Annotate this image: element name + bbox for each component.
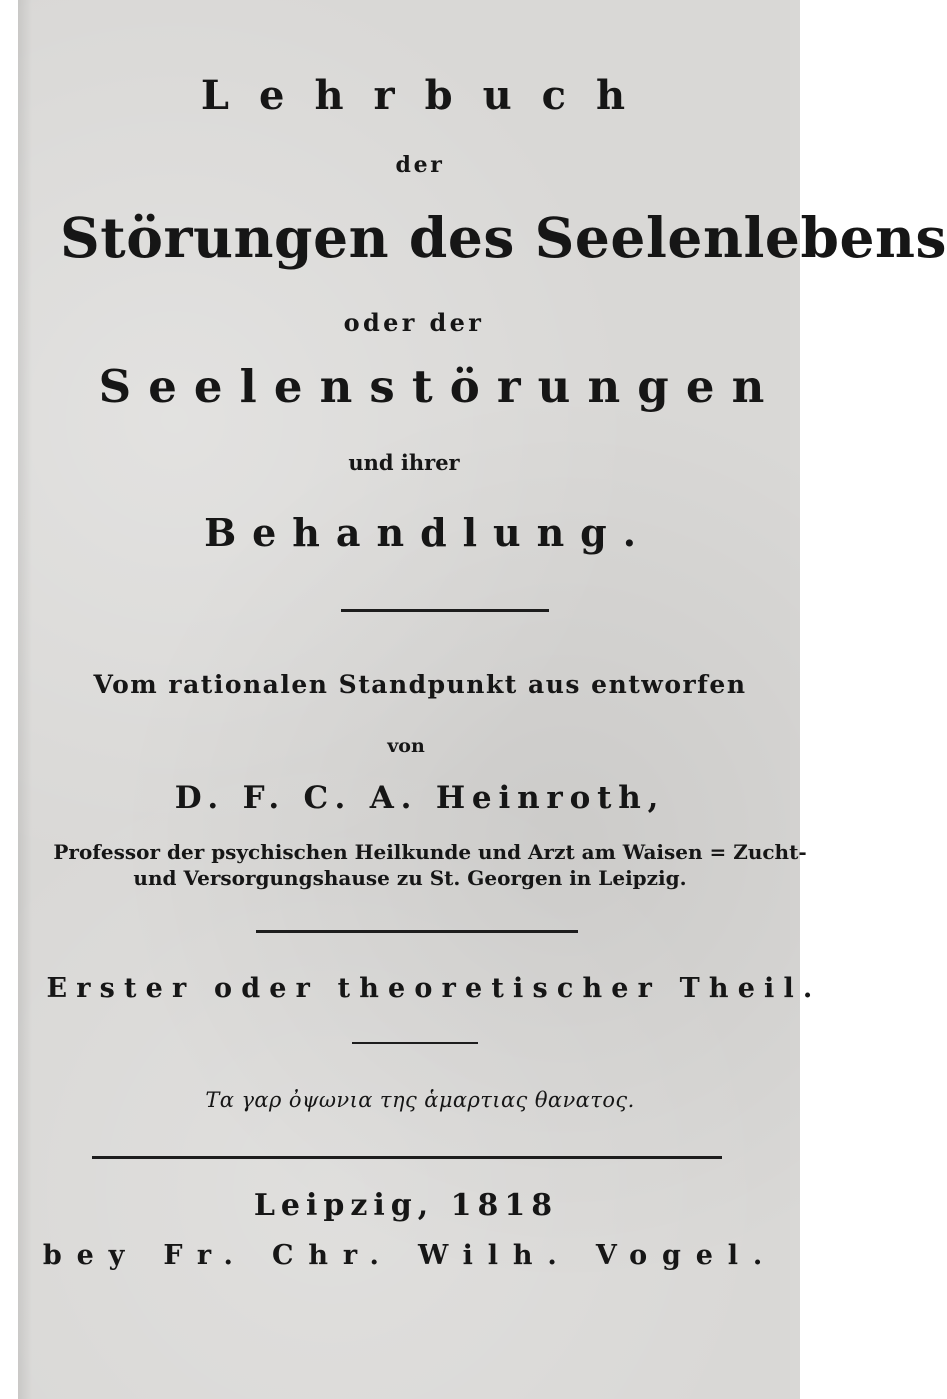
divider-rule <box>92 1156 722 1159</box>
von-line: von <box>387 735 425 757</box>
subtitle: Vom rationalen Standpunkt aus entworfen <box>93 670 747 699</box>
author-name: D. F. C. A. Heinroth, <box>174 780 666 816</box>
behandlung-title: Behandlung. <box>204 510 652 555</box>
main-title: Störungen des Seelenlebens <box>60 205 947 270</box>
oder-der-line: oder der <box>343 308 485 337</box>
author-affiliation-line2: und Versorgungshause zu St. Georgen in Leipzig. <box>133 866 687 890</box>
divider-rule <box>352 1042 478 1044</box>
volume-part: Erster oder theoretischer Theil. <box>46 973 822 1004</box>
alternate-title: Seelenstörungen <box>98 360 782 413</box>
author-affiliation-line1: Professor der psychischen Heilkunde und Arzt am Waisen = Zucht- <box>53 840 807 864</box>
und-ihrer-line: und ihrer <box>348 450 460 475</box>
imprint-publisher: bey Fr. Chr. Wilh. Vogel. <box>42 1240 778 1271</box>
divider-rule <box>256 930 578 933</box>
imprint-place-year: Leipzig, 1818 <box>253 1188 559 1223</box>
divider-rule <box>341 609 549 612</box>
article-der: der <box>395 152 445 178</box>
book-type-heading: Lehrbuch <box>200 72 656 119</box>
greek-epigraph: Τα γαρ ὀψωνια της ἁμαρτιας θανατος. <box>205 1088 635 1112</box>
